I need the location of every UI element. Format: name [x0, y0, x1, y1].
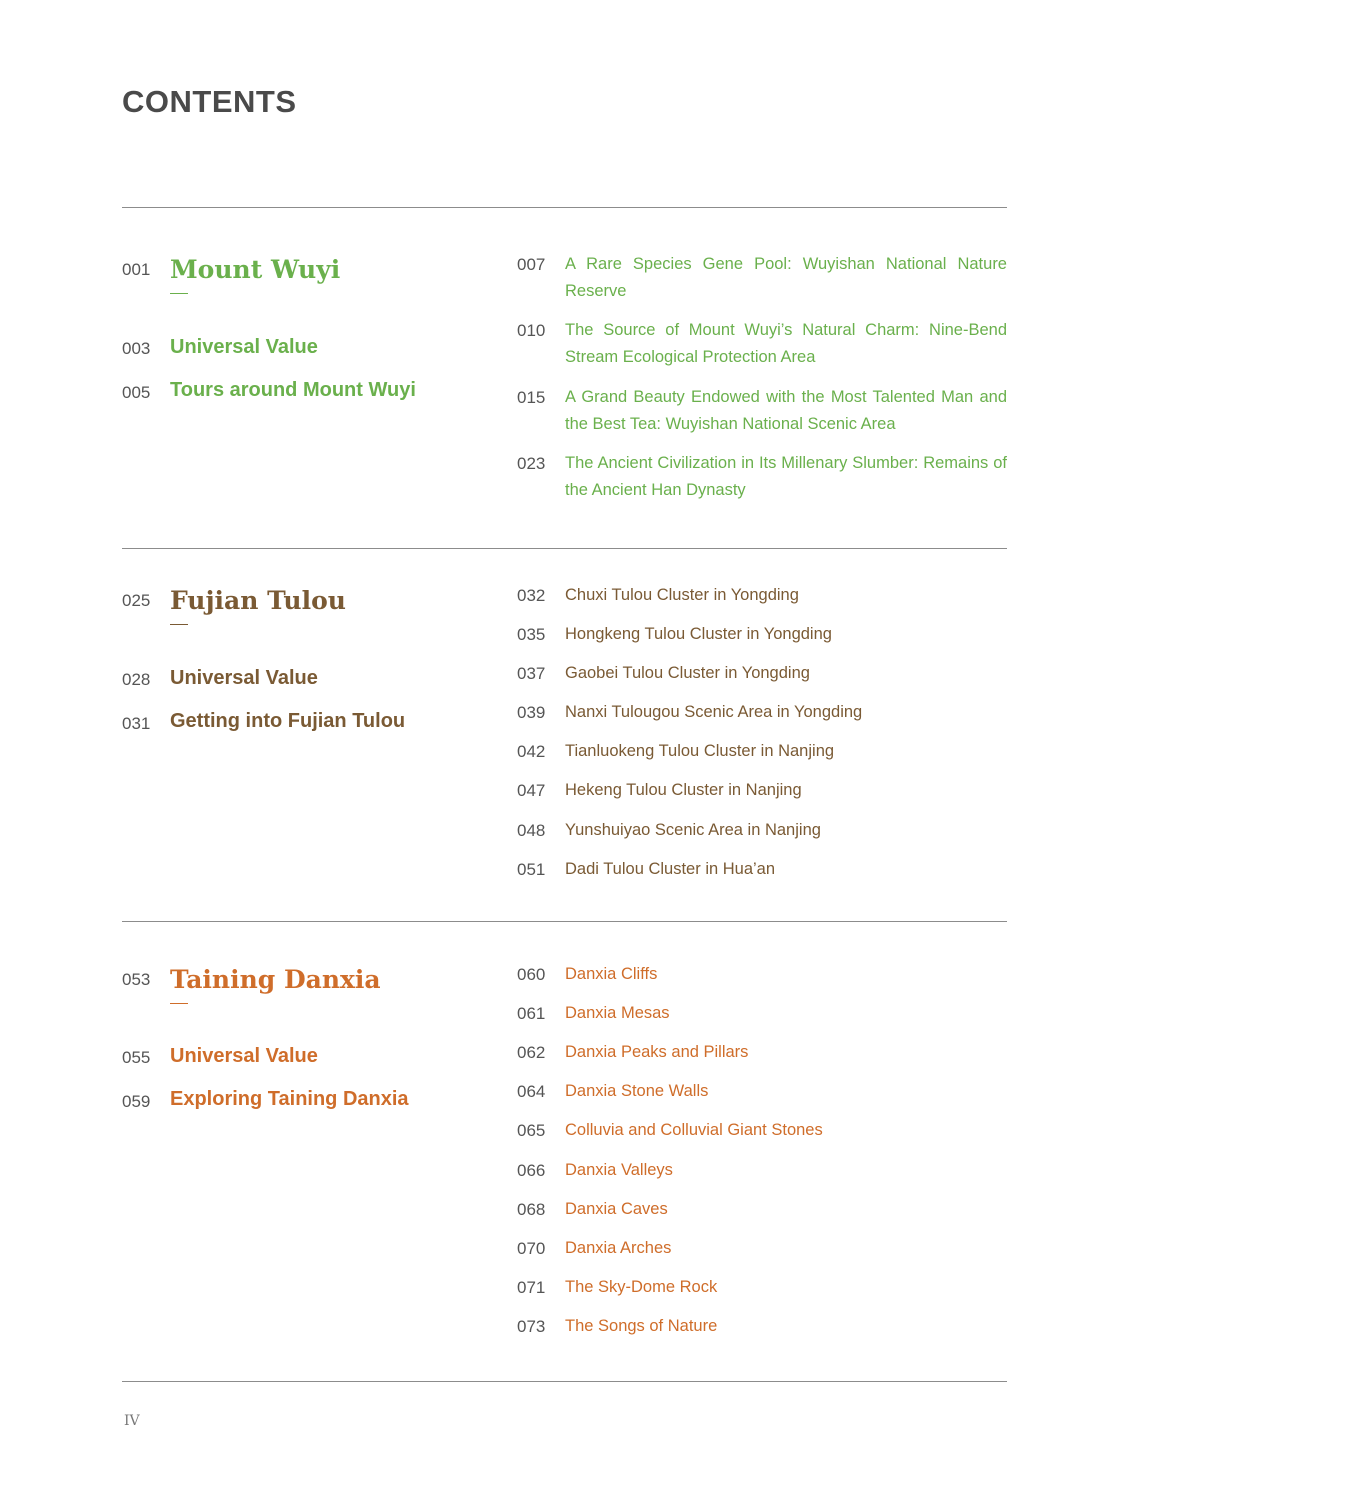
sub-title-tours[interactable]: Tours around Mount Wuyi — [170, 379, 416, 401]
entry-title: Danxia Stone Walls — [565, 1082, 709, 1100]
entry-title: A Grand Beauty Endowed with the Most Talented Man and the Best Tea: Wuyishan National Scenic Area — [565, 388, 1007, 433]
entry-title: Hongkeng Tulou Cluster in Yongding — [565, 625, 832, 643]
section-title[interactable]: Mount Wuyi — [170, 255, 341, 284]
entry-title: Nanxi Tulougou Scenic Area in Yongding — [565, 703, 863, 721]
entry-page-number: 007 — [517, 255, 546, 274]
entry-page-number: 066 — [517, 1161, 546, 1180]
entry-page-number: 065 — [517, 1121, 546, 1140]
entry-page-number: 023 — [517, 454, 546, 473]
sub-title-universal-value[interactable]: Universal Value — [170, 336, 318, 358]
entry-page-number: 061 — [517, 1004, 546, 1023]
entry-page-number: 071 — [517, 1278, 546, 1297]
title-dash — [170, 293, 188, 294]
entry-page-number: 037 — [517, 664, 546, 683]
section-page-number: 025 — [122, 591, 151, 610]
entry-title: Chuxi Tulou Cluster in Yongding — [565, 586, 799, 604]
entry-title: The Sky-Dome Rock — [565, 1278, 718, 1296]
section-title[interactable]: Fujian Tulou — [170, 586, 346, 615]
entry-title: Danxia Valleys — [565, 1161, 673, 1179]
entry-page-number: 015 — [517, 388, 546, 407]
divider — [122, 921, 1007, 922]
entry-title: Hekeng Tulou Cluster in Nanjing — [565, 781, 802, 799]
sub-title-universal-value[interactable]: Universal Value — [170, 1045, 318, 1067]
sub-title-getting-into[interactable]: Getting into Fujian Tulou — [170, 710, 406, 732]
sub-page-number: 059 — [122, 1092, 151, 1111]
sub-page-number: 031 — [122, 714, 151, 733]
entry-page-number: 064 — [517, 1082, 546, 1101]
entry-title: The Source of Mount Wuyi’s Natural Charm: Nine-Bend Stream Ecological Protection Area — [565, 321, 1007, 366]
entry-title: Danxia Mesas — [565, 1004, 670, 1022]
divider — [122, 1381, 1007, 1382]
sub-page-number: 003 — [122, 339, 151, 358]
entry-page-number: 032 — [517, 586, 546, 605]
divider — [122, 548, 1007, 549]
entry-page-number: 062 — [517, 1043, 546, 1062]
section-title[interactable]: Taining Danxia — [170, 965, 381, 994]
entry-page-number: 035 — [517, 625, 546, 644]
entry-page-number: 068 — [517, 1200, 546, 1219]
entry-page-number: 042 — [517, 742, 546, 761]
entry-title: Colluvia and Colluvial Giant Stones — [565, 1121, 823, 1139]
entry-title: Yunshuiyao Scenic Area in Nanjing — [565, 821, 821, 839]
page-number: IV — [124, 1413, 140, 1429]
entry-title: A Rare Species Gene Pool: Wuyishan National Nature Reserve — [565, 255, 1007, 300]
section-page-number: 053 — [122, 970, 151, 989]
divider — [122, 207, 1007, 208]
entry-page-number: 060 — [517, 965, 546, 984]
sub-page-number: 005 — [122, 383, 151, 402]
entry-title: The Songs of Nature — [565, 1317, 718, 1335]
sub-title-exploring[interactable]: Exploring Taining Danxia — [170, 1088, 409, 1110]
sub-page-number: 055 — [122, 1048, 151, 1067]
entry-title: Danxia Cliffs — [565, 965, 658, 983]
entry-title: Dadi Tulou Cluster in Hua’an — [565, 860, 776, 878]
sub-page-number: 028 — [122, 670, 151, 689]
section-page-number: 001 — [122, 260, 151, 279]
entry-page-number: 051 — [517, 860, 546, 879]
entry-title: Tianluokeng Tulou Cluster in Nanjing — [565, 742, 835, 760]
title-dash — [170, 624, 188, 625]
entry-title: The Ancient Civilization in Its Millenary Slumber: Remains of the Ancient Han Dynasty — [565, 454, 1007, 499]
entry-page-number: 048 — [517, 821, 546, 840]
sub-title-universal-value[interactable]: Universal Value — [170, 667, 318, 689]
entry-page-number: 073 — [517, 1317, 546, 1336]
title-dash — [170, 1003, 188, 1004]
page-title: CONTENTS — [122, 84, 297, 119]
entry-page-number: 070 — [517, 1239, 546, 1258]
entry-title: Danxia Caves — [565, 1200, 668, 1218]
entry-page-number: 039 — [517, 703, 546, 722]
entry-title: Danxia Peaks and Pillars — [565, 1043, 749, 1061]
entry-page-number: 047 — [517, 781, 546, 800]
entry-title: Gaobei Tulou Cluster in Yongding — [565, 664, 810, 682]
entry-title: Danxia Arches — [565, 1239, 672, 1257]
entry-page-number: 010 — [517, 321, 546, 340]
